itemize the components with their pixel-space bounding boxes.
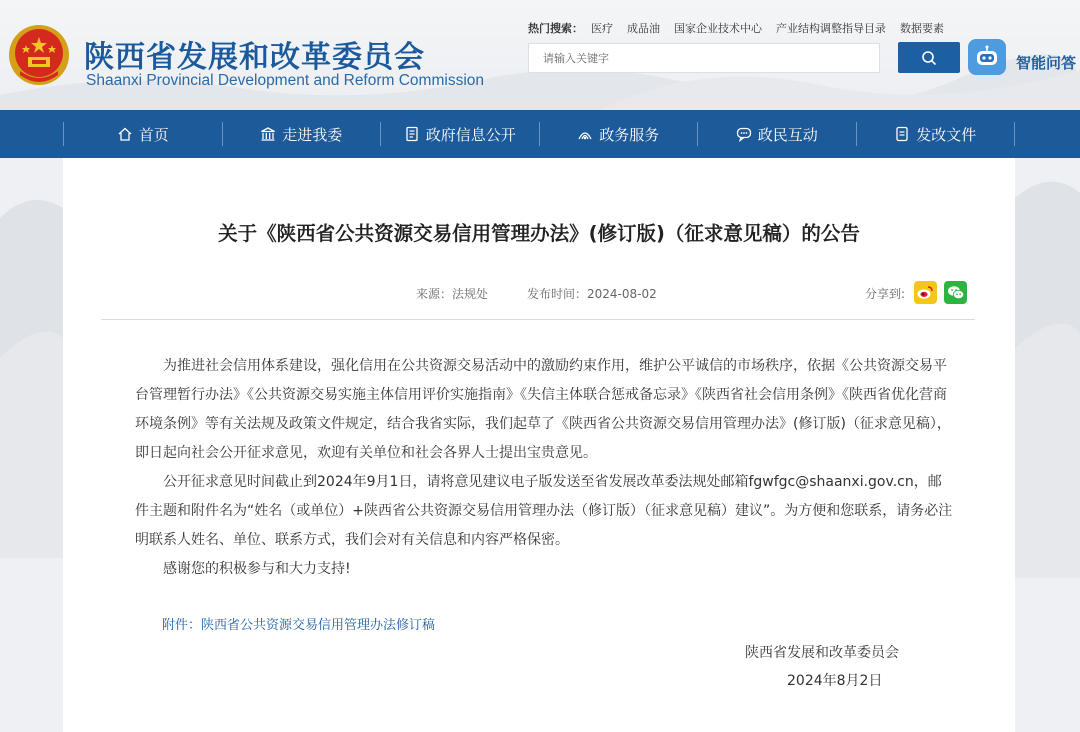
article-title: 关于《陕西省公共资源交易信用管理办法》(修订版)（征求意见稿）的公告: [218, 222, 860, 245]
building-icon: [260, 126, 276, 142]
article-publish-date: 发布时间：2024-08-02: [527, 287, 657, 301]
nav-item-documents[interactable]: [856, 122, 1016, 146]
hot-search-bar: [528, 20, 944, 36]
main-nav: [0, 110, 1080, 158]
wechat-share-button[interactable]: [944, 281, 967, 304]
nav-item-label: 发改文件: [916, 125, 977, 144]
document-icon: [404, 126, 420, 142]
ai-assistant-label[interactable]: 智能问答: [1016, 54, 1077, 72]
file-icon: [894, 126, 910, 142]
search-input[interactable]: [528, 43, 880, 73]
signature-date: 2024年8月2日: [787, 673, 883, 689]
ai-assistant-button[interactable]: [968, 39, 1006, 75]
title-divider: [101, 319, 975, 320]
nav-item-interaction[interactable]: [697, 122, 856, 146]
article-paragraph: 感谢您的积极参与和大力支持!: [163, 561, 351, 577]
nav-item-home[interactable]: [63, 122, 222, 146]
nav-item-label: 首页: [138, 125, 169, 144]
home-icon: [117, 126, 133, 142]
signature-organization: 陕西省发展和改革委员会: [745, 645, 899, 661]
nav-item-label: 政务服务: [599, 125, 660, 144]
article-paragraph: 公开征求意见时间截止到2024年9月1日，请将意见建议电子版发送至省发展改革委法规处邮箱fgwfgc@shaanxi.gov.cn，邮件主题和附件名为“姓名（或单位）+陕西省公共资源交易信用管理办法（修订版）（征求意见稿）建议”。为方便和您联系，请务必注明联系人姓名、单位、联系方式，我们会对有关信息和内容严格保密。: [135, 474, 953, 548]
nav-item-label: 政府信息公开: [425, 125, 516, 144]
site-header: [0, 0, 1080, 110]
national-emblem-icon: [6, 23, 72, 89]
site-subtitle: Shaanxi Provincial Development and Reform Commission: [86, 72, 485, 89]
hot-search-link[interactable]: 国家企业技术中心: [674, 22, 762, 35]
article-paragraph: 为推进社会信用体系建设，强化信用在公共资源交易活动中的激励约束作用，维护公平诚信的市场秩序，依据《公共资源交易平台管理暂行办法》《公共资源交易实施主体信用评价实施指南》《失信主体联合惩戒备忘录》《陕西省社会信用条例》《陕西省优化营商环境条例》等有关法规及政策文件规定，结合我省实际，我们起草了《陕西省公共资源交易信用管理办法》(修订版)（征求意见稿），即日起向社会公开征求意见，欢迎有关单位和社会各界人士提出宝贵意见。: [135, 358, 951, 461]
article-body: [135, 352, 955, 584]
weibo-share-button[interactable]: [914, 281, 937, 304]
nav-item-about[interactable]: [222, 122, 381, 146]
wechat-icon: [947, 285, 965, 300]
weibo-icon: [917, 285, 934, 300]
nav-item-label: 走进我委: [282, 125, 343, 144]
site-title: 陕西省发展和改革委员会: [84, 40, 425, 75]
hot-search-link[interactable]: 产业结构调整指导目录: [776, 22, 886, 35]
article-source: 来源：法规处: [416, 287, 489, 301]
hot-search-label: 热门搜索：: [528, 22, 583, 35]
chat-icon: [736, 126, 752, 142]
attachment-link[interactable]: 附件：陕西省公共资源交易信用管理办法修订稿: [162, 618, 436, 633]
robot-icon: [974, 45, 1000, 69]
nav-item-info-disclosure[interactable]: [380, 122, 539, 146]
hot-search-link[interactable]: 成品油: [627, 22, 660, 35]
search-icon: [921, 50, 937, 66]
share-label: 分享到:: [865, 287, 906, 301]
nav-item-label: 政民互动: [757, 125, 818, 144]
hot-search-link[interactable]: 数据要素: [900, 22, 944, 35]
hot-search-link[interactable]: 医疗: [591, 22, 613, 35]
service-icon: [577, 126, 593, 142]
search-button[interactable]: [898, 42, 960, 73]
nav-item-gov-service[interactable]: [539, 122, 698, 146]
article-card: [63, 158, 1015, 732]
